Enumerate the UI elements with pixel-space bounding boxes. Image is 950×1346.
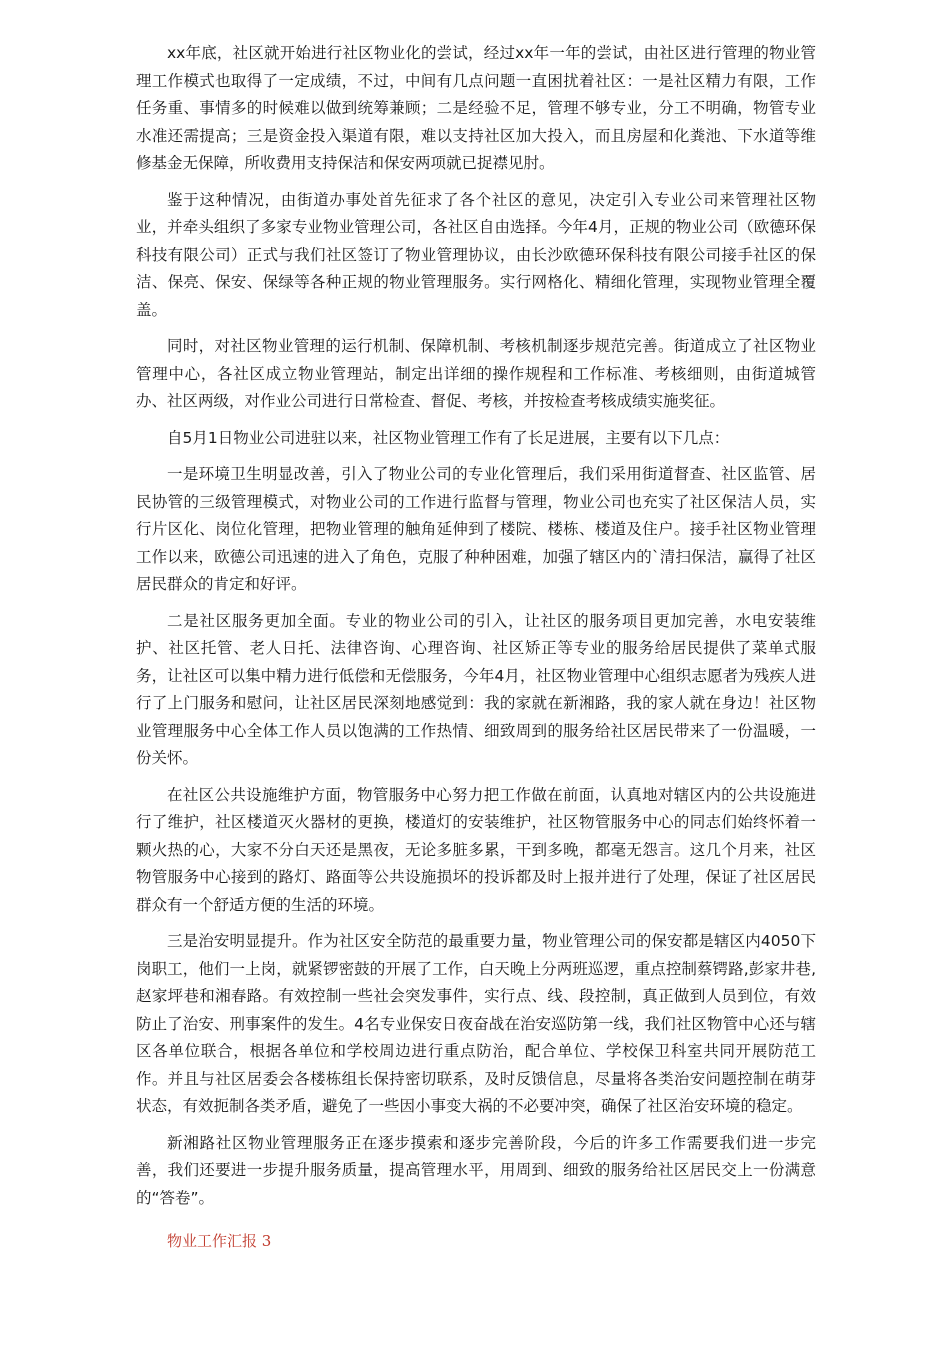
- paragraph-4: 自5月1日物业公司进驻以来，社区物业管理工作有了长足进展，主要有以下几点：: [167, 428, 730, 447]
- section-heading: 物业工作汇报 3: [167, 1232, 272, 1250]
- paragraph-9: 新湘路社区物业管理服务正在逐步摸索和逐步完善阶段，今后的许多工作需要我们进一步完善，我们还要进一步提升服务质量，提高管理水平，用周到、细致的服务给社区居民交上一份满意的“答卷”。: [136, 1133, 816, 1207]
- paragraph-1: xx年底，社区就开始进行社区物业化的尝试，经过xx年一年的尝试，由社区进行管理的物业管理工作模式也取得了一定成绩，不过，中间有几点问题一直困扰着社区：一是社区精力有限，工作任务重、事情多的时候难以做到统筹兼顾；二是经验不足，管理不够专业，分工不明确，物管专业水准还需提高；三是资金投入渠道有限，难以支持社区加大投入，而且房屋和化粪池、下水道等维修基金无保障，所收费用支持保洁和保安两项就已捉襟见肘。: [136, 44, 816, 172]
- paragraph-5: 一是环境卫生明显改善，引入了物业公司的专业化管理后，我们采用街道督查、社区监管、居民协管的三级管理模式，对物业公司的工作进行监督与管理，物业公司也充实了社区保洁人员，实行片区化、岗位化管理，把物业管理的触角延伸到了楼院、楼栋、楼道及住户。接手社区物业管理工作以来，欧德公司迅速的进入了角色，克服了种种困难，加强了辖区内的`清扫保洁，赢得了社区居民群众的肯定和好评。: [136, 465, 816, 593]
- paragraph-2: 鉴于这种情况，由街道办事处首先征求了各个社区的意见，决定引入专业公司来管理社区物业，并牵头组织了多家专业物业管理公司，各社区自由选择。今年4月，正规的物业公司（欧德环保科技有限公司）正式与我们社区签订了物业管理协议，由长沙欧德环保科技有限公司接手社区的保洁、保亮、保安、保绿等各种正规的物业管理服务。实行网格化、精细化管理，实现物业管理全覆盖。: [136, 190, 816, 319]
- paragraph-8: 三是治安明显提升。作为社区安全防范的最重要力量，物业管理公司的保安都是辖区内4050下岗职工，他们一上岗，就紧锣密鼓的开展了工作，白天晚上分两班巡逻，重点控制蔡锷路,彭家井巷,赵家坪巷和湘春路。有效控制一些社会突发事件，实行点、线、段控制，真正做到人员到位，有效防止了治安、刑事案件的发生。4名专业保安日夜奋战在治安巡防第一线，我们社区物管中心还与辖区各单位联合，根据各单位和学校周边进行重点防治，配合单位、学校保卫科室共同开展防范工作。并且与社区居委会各楼栋组长保持密切联系，及时反馈信息，尽量将各类治安问题控制在萌芽状态，有效扼制各类矛盾，避免了一些因小事变大祸的不必要冲突，确保了社区治安环境的稳定。: [136, 932, 816, 1115]
- paragraph-7: 在社区公共设施维护方面，物管服务中心努力把工作做在前面，认真地对辖区内的公共设施进行了维护，社区楼道灭火器材的更换，楼道灯的安装维护，社区物管服务中心的同志们始终怀着一颗火热的心，大家不分白天还是黑夜，无论多脏多累，干到多晚，都毫无怨言。这几个月来，社区物管服务中心接到的路灯、路面等公共设施损坏的投诉都及时上报并进行了处理，保证了社区居民群众有一个舒适方便的生活的环境。: [136, 785, 816, 914]
- document-body: [136, 40, 816, 1256]
- paragraph-6: 二是社区服务更加全面。专业的物业公司的引入，让社区的服务项目更加完善，水电安装维护、社区托管、老人日托、法律咨询、心理咨询、社区矫正等专业的服务给居民提供了菜单式服务，让社区可以集中精力进行低偿和无偿服务，今年4月，社区物业管理中心组织志愿者为残疾人进行了上门服务和慰问，让社区居民深刻地感觉到：我的家就在新湘路，我的家人就在身边！社区物业管理服务中心全体工作人员以饱满的工作热情、细致周到的服务给社区居民带来了一份温暖，一份关怀。: [136, 611, 816, 767]
- paragraph-3: 同时，对社区物业管理的运行机制、保障机制、考核机制逐步规范完善。街道成立了社区物业管理中心，各社区成立物业管理站，制定出详细的操作规程和工作标准、考核细则，由街道城管办、社区两级，对作业公司进行日常检查、督促、考核，并按检查考核成绩实施奖征。: [136, 337, 816, 410]
